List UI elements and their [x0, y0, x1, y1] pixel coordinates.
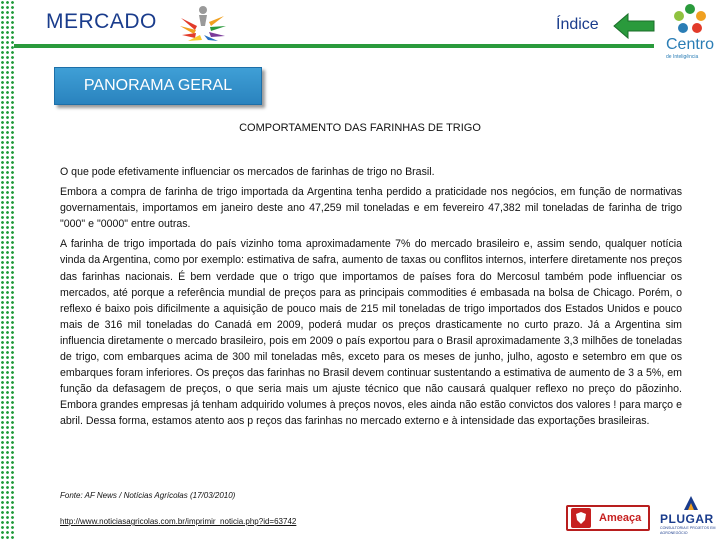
flower-icon: [670, 2, 710, 36]
header-rule: [14, 44, 654, 48]
index-link[interactable]: Índice: [556, 16, 599, 33]
centro-logo: [664, 2, 718, 64]
document-title: COMPORTAMENTO DAS FARINHAS DE TRIGO: [239, 122, 481, 134]
plugar-mark-icon: [676, 494, 706, 512]
plugar-logo-tagline: CONSULTORIA E PROJETOS EM AGRONEGÓCIO: [660, 526, 716, 535]
source-link[interactable]: http://www.noticiasagricolas.com.br/imprimir_noticia.php?id=63742: [60, 517, 297, 526]
centro-logo-title: Centro: [666, 36, 715, 53]
section-heading: MERCADO: [46, 10, 157, 33]
paragraph-imports: Embora a compra de farinha de trigo importada da Argentina tenha perdido a praticidade nos negócios, em função de normativas governamentais, importamos em janeiro deste ano 47,259 mil toneladas e em fevereiro 47,382 mil toneladas de farinha de trigo "000" e "0000" entre outras.: [60, 186, 682, 231]
threat-button-label: Ameaça: [599, 512, 642, 524]
plugar-logo-name: PLUGAR: [660, 512, 714, 526]
document-body: [60, 164, 682, 434]
threat-button[interactable]: [566, 505, 650, 531]
centro-logo-subtitle: de Inteligência: [666, 54, 699, 60]
source-credit: Fonte: AF News / Notícias Agrícolas (17/03/2010): [60, 491, 236, 500]
section-tab: PANORAMA GERAL: [54, 67, 262, 105]
people-circle-icon: [178, 4, 228, 44]
back-arrow-icon[interactable]: [612, 12, 656, 40]
shield-icon: [571, 508, 591, 528]
dotted-border: [0, 0, 14, 540]
plugar-logo: [656, 494, 720, 540]
paragraph-market: A farinha de trigo importada do país vizinho toma aproximadamente 7% do mercado brasileiro e, assim sendo, qualquer notícia vinda da Argentina, como por exemplo: estimativa de safra, aumento de taxas ou conflitos internos, interfere diretamente nos preços das farinhas nacionais. É bem verdade que o trigo que importamos de países fora do Mercosul também pode influenciar os mercados, até porque a referência mundial de preços para as principais commodities é embasada na bolsa de Chicago. Porém, o reflexo é baixo pois dificilmente a aquisição de pouco mais de 215 mil toneladas de trigo importados dos Estados Unidos e pouco mais de 316 mil toneladas do Canadá em 2009, poderá mudar os preços drasticamente no curto prazo. Já a Argentina sim influencia diretamente o mercado brasileiro, pois em 2009 o país exportou para o Brasil aproximadamente 3,3 milhões de toneladas de trigo, com embarques acima de 300 mil toneladas mês, exceto para os meses de junho, julho, agosto e setembro em que os embarques foram inferiores. Os preços das farinhas no Brasil devem continuar sustentando a estimativa de aumento de 3 a 5%, em função da defasagem de preços, o que seria mais um ajuste técnico que não causará qualquer reflexo no preço do pãozinho. Embora grandes empresas já tenham adquirido volumes à preços novos, eles ainda não estão convictos dos valores ! para março e abril. Dessa forma, estamos atento aos p reços das farinhas no mercado externo e à intensidade das exportações brasileiras.: [60, 238, 682, 428]
lead-paragraph: O que pode efetivamente influenciar os mercados de farinhas de trigo no Brasil.: [60, 166, 435, 178]
